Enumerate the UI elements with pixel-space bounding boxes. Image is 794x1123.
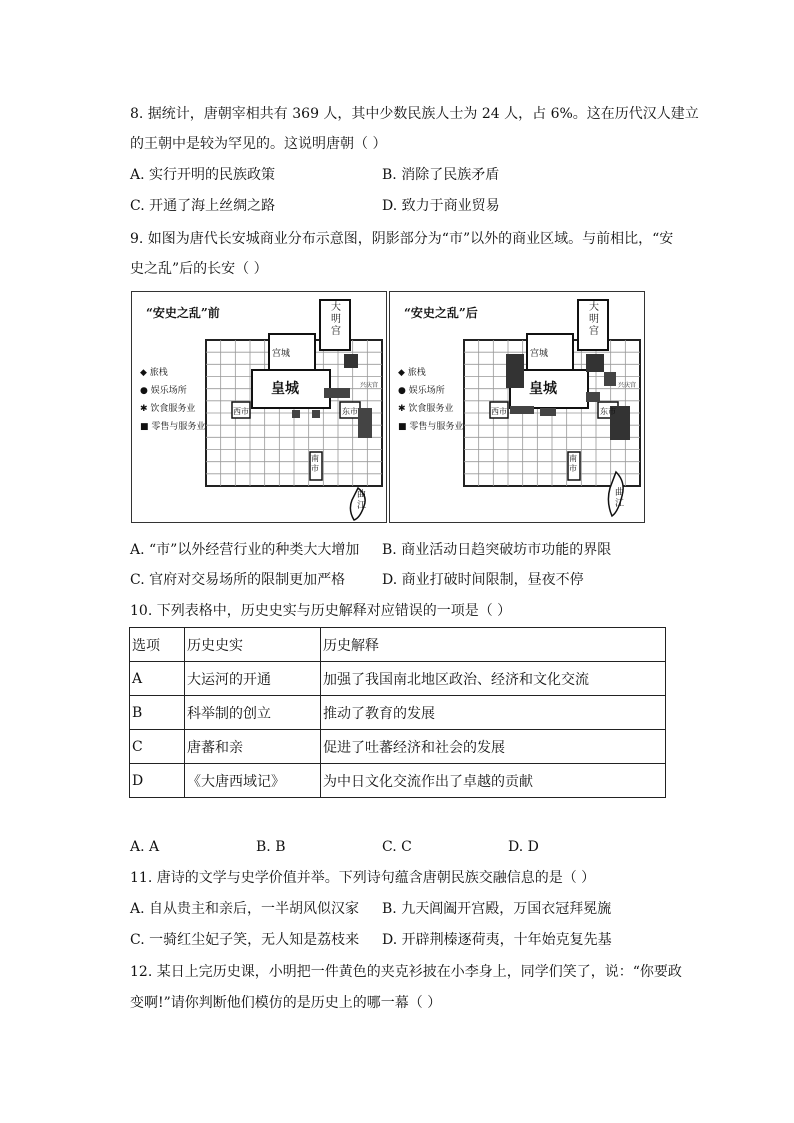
table-cell: 促进了吐蕃经济和社会的发展 [321, 730, 666, 764]
daminggong-label: 大 明 宫 [589, 302, 599, 337]
q8-option-a: A. 实行开明的民族政策 [130, 167, 276, 183]
q8-option-b: B. 消除了民族矛盾 [382, 167, 500, 183]
shade-block [604, 372, 616, 386]
shade-block [344, 354, 358, 368]
huangcheng-label: 皇城 [529, 381, 557, 397]
table-row [130, 764, 666, 798]
shade-block [292, 410, 300, 418]
daminggong-label: 大 明 宫 [331, 302, 341, 337]
shade-block [506, 354, 524, 388]
q9-stem-line1: 9. 如图为唐代长安城商业分布示意图，阴影部分为“市”以外的商业区域。与前相比，“安 [130, 231, 674, 247]
q8-stem-line1: 8. 据统计，唐朝宰相共有 369 人，其中少数民族人士为 24 人，占 6%。这在历代汉人建立 [130, 106, 699, 122]
shade-block [586, 354, 604, 372]
legend-item: ■ 零售与服务业 [398, 422, 464, 432]
q10-option-d: D. D [508, 839, 539, 855]
nanshi-label: 南 市 [311, 454, 319, 473]
legend-item: ✱ 饮食服务业 [398, 404, 454, 414]
table-cell: 大运河的开通 [185, 662, 321, 696]
q8-option-d: D. 致力于商业贸易 [382, 198, 500, 214]
shade-block [312, 410, 320, 418]
q8-option-c: C. 开通了海上丝绸之路 [130, 198, 276, 214]
table-cell: A [130, 662, 185, 696]
table-cell: 为中日文化交流作出了卓越的贡献 [321, 764, 666, 798]
map-after-title: “安史之乱”后 [404, 306, 478, 320]
table-header-row [130, 628, 666, 662]
legend-after [398, 364, 463, 436]
dongshi-label: 东市 [342, 407, 358, 416]
table-header-cell: 选项 [130, 628, 185, 662]
shade-block [324, 388, 350, 398]
legend-item: ◆ 旅栈 [398, 368, 426, 378]
q9-option-d: D. 商业打破时间限制，昼夜不停 [382, 572, 584, 588]
legend-item: ● 娱乐场所 [398, 386, 445, 396]
changan-commerce-map [131, 291, 645, 523]
legend-item: ● 娱乐场所 [140, 386, 187, 396]
q9-option-b: B. 商业活动日趋突破坊市功能的界限 [382, 542, 612, 558]
map-panel-before [131, 291, 387, 523]
xingqinggong-label: 兴庆宫 [360, 382, 379, 389]
table-cell: 加强了我国南北地区政治、经济和文化交流 [321, 662, 666, 696]
dongshi-label: 东市 [600, 407, 616, 416]
q9-option-c: C. 官府对交易场所的限制更加严格 [130, 572, 346, 588]
shade-block [510, 406, 534, 414]
q11-option-c: C. 一骑红尘妃子笑，无人知是荔枝来 [130, 932, 360, 948]
q12-stem-line2: 变啊!”请你判断他们模仿的是历史上的哪一幕（ ） [130, 995, 442, 1011]
q11-option-a: A. 自从贵主和亲后，一半胡风似汉家 [130, 901, 360, 917]
gongcheng-label: 宫城 [530, 349, 549, 359]
nanshi-label: 南 市 [569, 454, 577, 473]
table-cell: B [130, 696, 185, 730]
q9-stem-line2: 史之乱”后的长安（ ） [130, 261, 268, 277]
q10-table [129, 627, 666, 798]
xishi-label: 西市 [233, 407, 249, 416]
table-cell: 科举制的创立 [185, 696, 321, 730]
table-header-cell: 历史史实 [185, 628, 321, 662]
legend-item: ◆ 旅栈 [140, 368, 168, 378]
gongcheng-label: 宫城 [272, 349, 291, 359]
table-cell: C [130, 730, 185, 764]
legend-before [140, 364, 205, 436]
legend-item: ■ 零售与服务业 [140, 422, 206, 432]
legend-item: ✱ 饮食服务业 [140, 404, 196, 414]
q11-stem: 11. 唐诗的文学与史学价值并举。下列诗句蕴含唐朝民族交融信息的是（ ） [130, 870, 596, 886]
qujiang-label: 曲 江 [357, 490, 367, 511]
table-row [130, 696, 666, 730]
q12-stem-line1: 12. 某日上完历史课，小明把一件黄色的夹克衫披在小李身上，同学们笑了，说：“你要政 [130, 964, 682, 980]
shade-block [358, 408, 372, 438]
q8-stem-line2: 的王朝中是较为罕见的。这说明唐朝（ ） [130, 136, 387, 152]
q10-stem: 10. 下列表格中，历史史实与历史解释对应错误的一项是（ ） [130, 603, 512, 619]
qujiang-label: 曲 江 [615, 488, 625, 509]
map-before-title: “安史之乱”前 [146, 306, 220, 320]
xishi-label: 西市 [491, 407, 507, 416]
q9-option-a: A. “市”以外经营行业的种类大大增加 [130, 542, 360, 558]
table-cell: 推动了教育的发展 [321, 696, 666, 730]
table-cell: 唐蕃和亲 [185, 730, 321, 764]
q11-option-d: D. 开辟荆榛逐荷夷，十年始克复先基 [382, 932, 612, 948]
huangcheng-label: 皇城 [271, 381, 299, 397]
xingqinggong-label: 兴庆宫 [618, 382, 637, 389]
table-header-cell: 历史解释 [321, 628, 666, 662]
shade-block [540, 408, 556, 416]
table-cell: D [130, 764, 185, 798]
q10-option-b: B. B [256, 839, 286, 855]
q10-option-a: A. A [130, 839, 160, 855]
table-row [130, 662, 666, 696]
q11-option-b: B. 九天阊阖开宫殿，万国衣冠拜冕旒 [382, 901, 612, 917]
table-row [130, 730, 666, 764]
shade-block [586, 392, 600, 402]
q10-option-c: C. C [382, 839, 412, 855]
table-cell: 《大唐西域记》 [185, 764, 321, 798]
map-panel-after [389, 291, 645, 523]
